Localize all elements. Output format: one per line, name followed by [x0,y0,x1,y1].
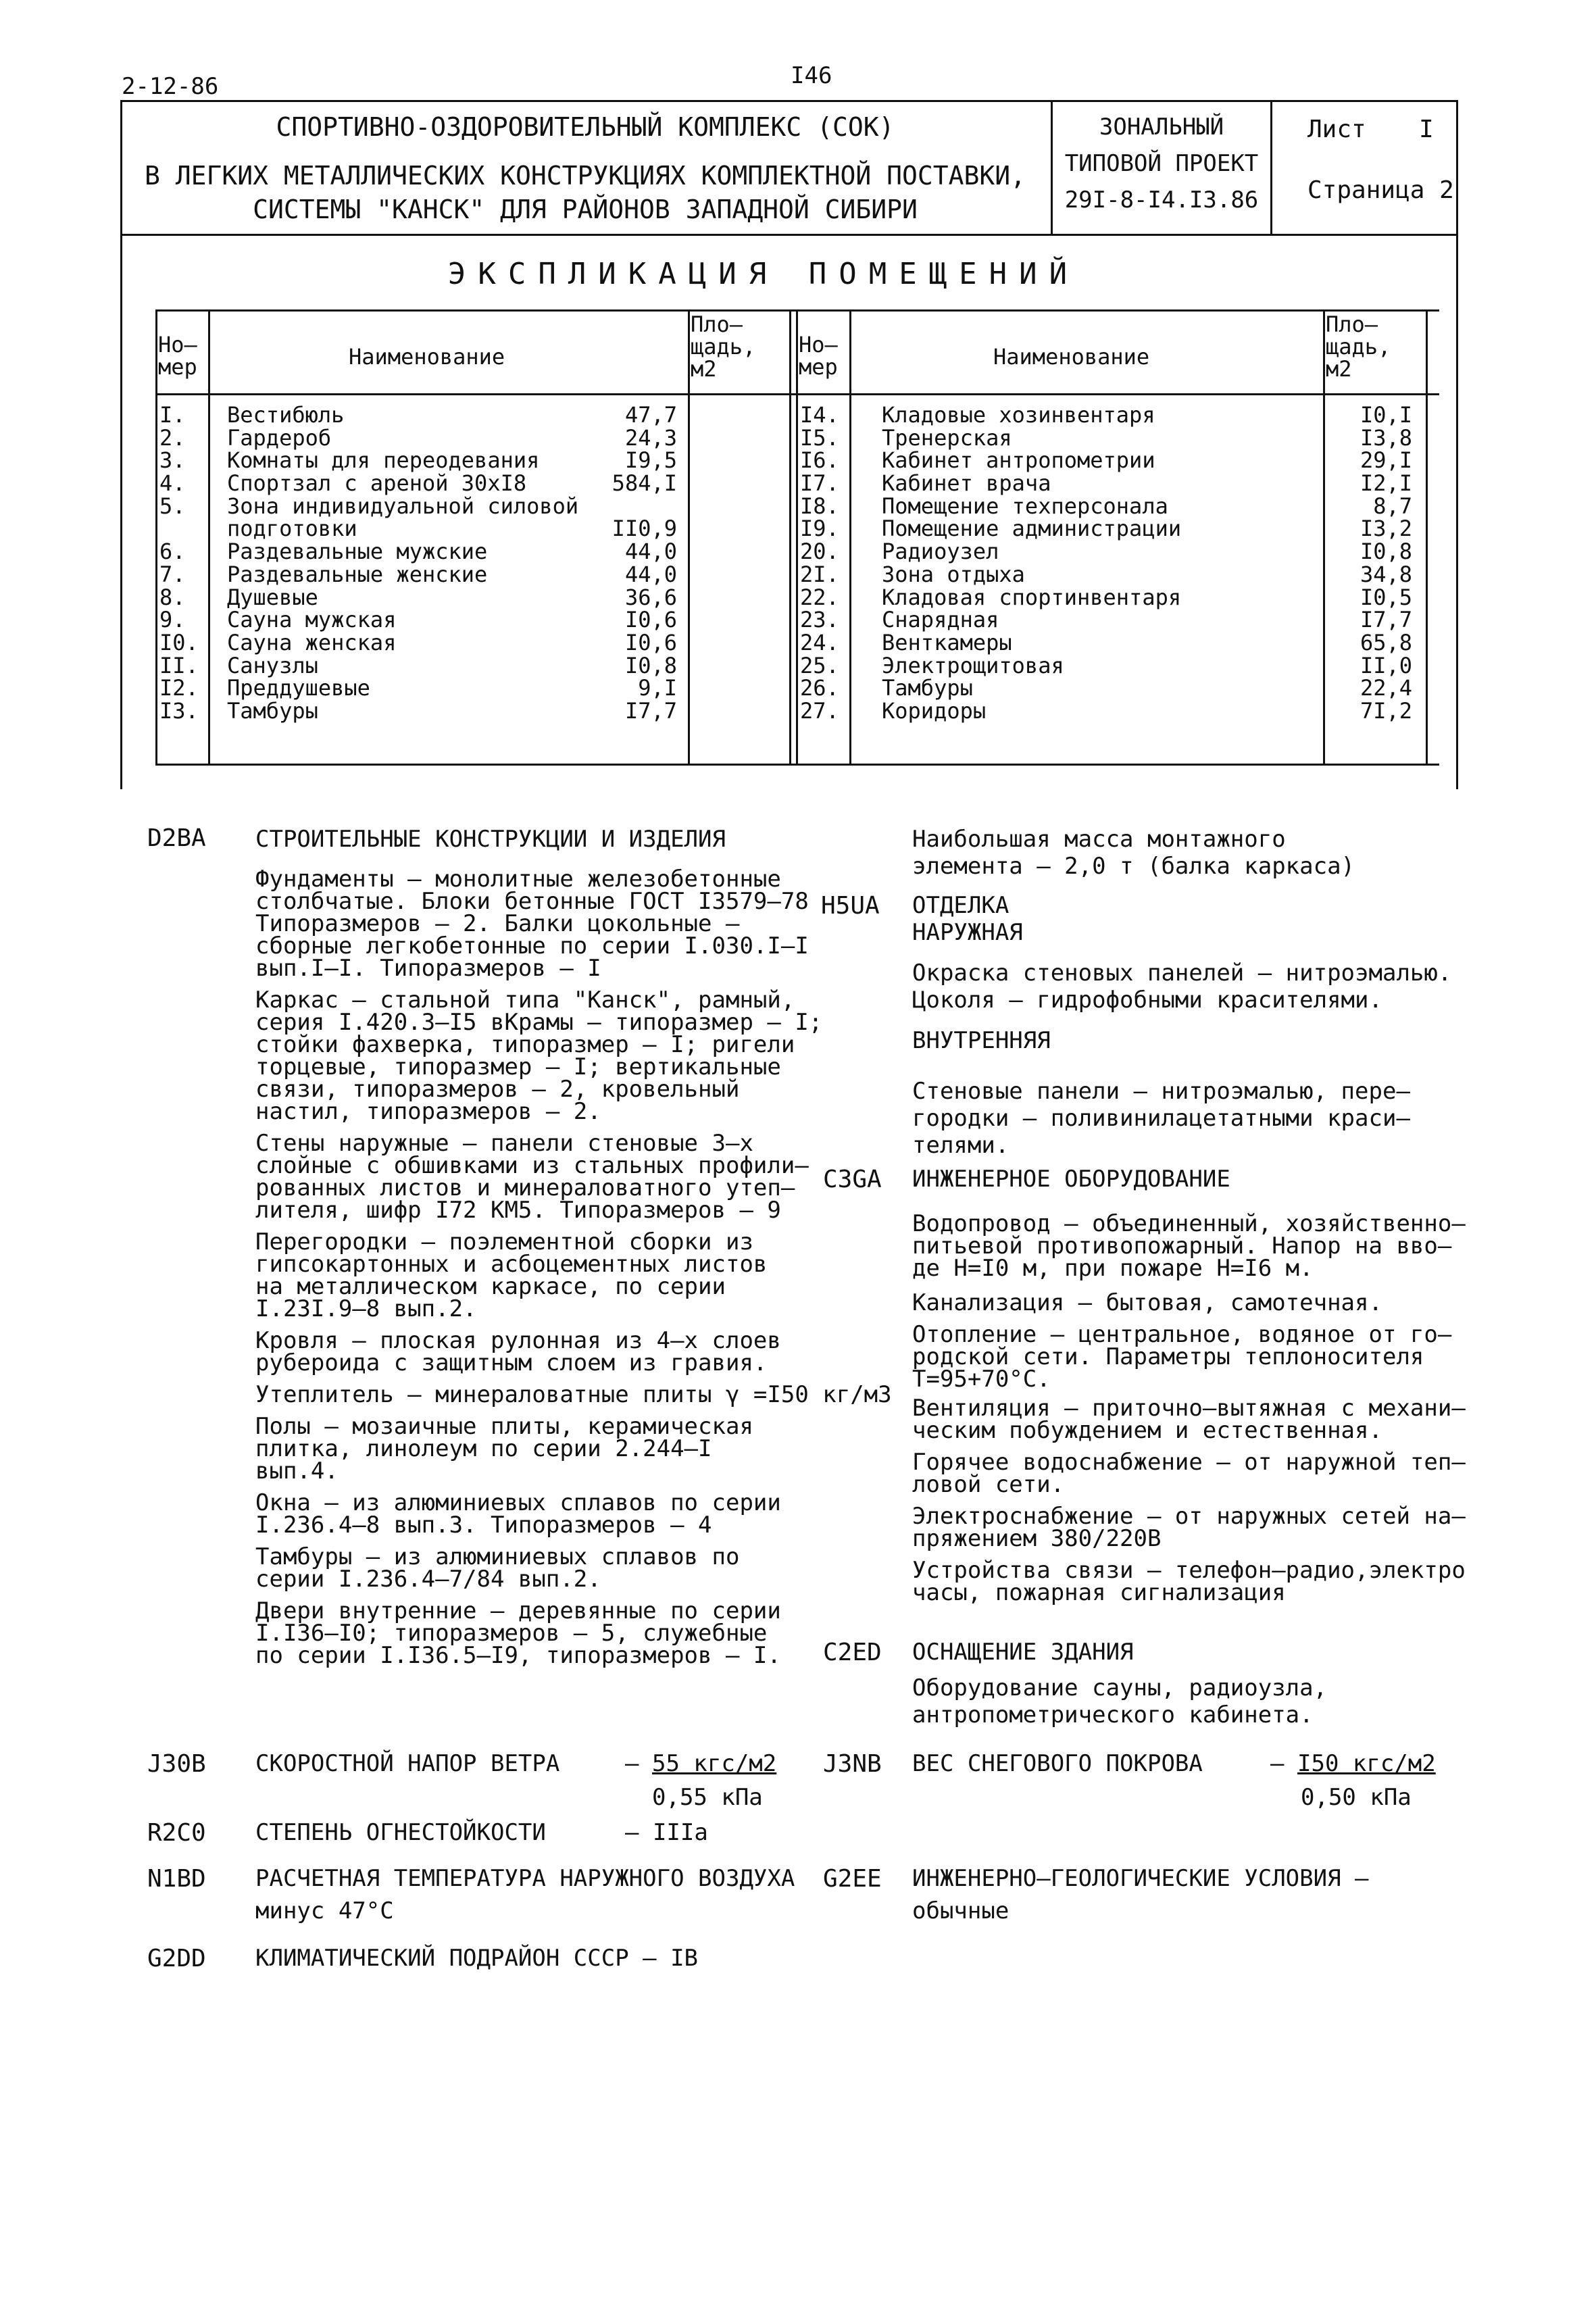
spec-paragraph [912,1449,1466,1498]
room-number: I6. [800,447,839,474]
project-line: ТИПОВОЙ ПРОЕКТ [1064,150,1259,177]
spec-paragraph [255,1597,864,1669]
spec-line: Стены наружные – панели стеновые 3–х [255,1130,753,1157]
climate-subregion: КЛИМАТИЧЕСКИЙ ПОДРАЙОН СССР – IВ [255,1945,699,1972]
room-row [157,652,682,678]
room-number: 27. [800,697,839,724]
room-row [797,652,1420,678]
spec-line: торцевые, типоразмер – I; вертикальные [255,1053,781,1080]
room-area: 22,4 [1360,675,1412,701]
spec-line: Т=95+70°С. [912,1366,1051,1393]
spec-line: лителя, шифр I72 КМ5. Типоразмеров – 9 [255,1197,781,1224]
room-row [797,584,1420,610]
object-title-line: СИСТЕМЫ "КАНСК" ДЛЯ РАЙОНОВ ЗАПАДНОЙ СИБИРИ [253,195,918,224]
room-area: I0,5 [1360,584,1412,610]
room-area: I9,5 [624,447,677,474]
room-name: Комнаты для переодевания [227,447,540,474]
room-name: подготовки [227,516,357,542]
spec-line: I.236.4–8 вып.3. Типоразмеров – 4 [255,1512,712,1539]
spec-line: Типоразмеров – 2. Балки цокольные – [255,910,740,937]
room-name: Помещение техперсонала [882,493,1168,519]
room-row [157,472,682,495]
room-area: I0,I [1360,402,1412,428]
fire-resistance-value: – IIIа [625,1819,708,1846]
room-name: Кабинет врача [882,470,1051,497]
room-area: II,0 [1360,652,1412,678]
room-row [157,495,682,518]
room-row [797,561,1420,587]
table-line [1426,309,1428,766]
engineering-paragraphs [912,1210,1466,1614]
spec-paragraph [255,1132,864,1222]
spec-paragraph [255,1228,864,1322]
outdoor-temperature-label: РАСЧЕТНАЯ ТЕМПЕРАТУРА НАРУЖНОГО ВОЗДУХА [255,1865,795,1892]
fire-resistance-label: СТЕПЕНЬ ОГНЕСТОЙКОСТИ [255,1819,546,1846]
room-number: I5. [800,424,839,451]
room-row [797,449,1420,472]
room-name: Коридоры [882,697,987,724]
room-area: I0,6 [624,629,677,655]
room-name: Кладовая спортинвентаря [882,584,1182,610]
spec-paragraph [255,1327,864,1376]
room-number: 6. [159,539,186,565]
room-name: Кладовые хозинвентаря [882,402,1155,428]
outer-finish-text: Окраска стеновых панелей – нитроэмалью. Цоколя – гидрофобными красителями. [912,960,1452,1014]
spec-line: де Н=I0 м, при пожаре Н=I6 м. [912,1255,1314,1282]
spec-line: Горячее водоснабжение – от наружной теп– [912,1449,1466,1476]
spec-paragraph [255,1413,864,1485]
room-row [797,472,1420,495]
room-name: Спортзал с ареной 30хI8 [227,470,527,497]
spec-line: серия I.420.3–I5 вКрамы – типоразмер – I; [255,1009,823,1036]
room-name: Сауна женская [227,629,397,655]
spec-line: столбчатые. Блоки бетонные ГОСТ I3579–78 [255,888,809,915]
title-divider-1 [1051,100,1053,235]
document-date: 2-12-86 [122,73,219,100]
section-title-finish: ОТДЕЛКА НАРУЖНАЯ [912,892,1023,946]
equipment-text: Оборудование сауны, радиоузла, антропометрического кабинета. [912,1674,1328,1728]
snow-load-value: I50 кгс/м2 [1297,1750,1436,1777]
room-row [797,697,1420,724]
spec-line: Вентиляция – приточно–вытяжная с механи– [912,1395,1466,1422]
room-number: 2. [159,424,186,451]
spec-line: Канализация – бытовая, самотечная. [912,1289,1382,1316]
room-number: I2. [159,675,199,701]
room-name: Радиоузел [882,539,999,565]
room-area: I7,7 [624,697,677,724]
project-line: ЗОНАЛЬНЫЙ [1099,114,1224,141]
spec-line: Каркас – стальной типа "Канск", рамный, [255,987,795,1014]
room-number: 8. [159,584,186,610]
code-c3ga: C3GA [823,1166,882,1193]
geology-label: ИНЖЕНЕРНО–ГЕОЛОГИЧЕСКИЕ УСЛОВИЯ – [912,1865,1369,1892]
code-g2ee: G2EE [823,1865,882,1893]
room-name: Раздевальные женские [227,561,488,587]
room-row [797,518,1420,541]
room-area: I0,6 [624,607,677,633]
room-number: 5. [159,493,186,519]
room-area: 34,8 [1360,561,1412,587]
spec-line: ческим побуждением и естественная. [912,1417,1382,1444]
room-number: I4. [800,402,839,428]
room-area: 7I,2 [1360,697,1412,724]
sheet-value: I [1419,116,1434,143]
room-area: 8,7 [1373,493,1412,519]
spec-paragraph [255,868,864,980]
room-number: 4. [159,470,186,497]
project-code: 29I-8-I4.I3.86 [1064,186,1259,214]
room-number: 9. [159,607,186,633]
max-mass-note: Наибольшая масса монтажного элемента – 2,0 т (балка каркаса) [912,826,1355,880]
room-row [157,561,682,587]
spec-line: стойки фахверка, типоразмер – I; ригели [255,1031,795,1058]
snow-load-value-kpa: 0,50 кПа [1301,1784,1412,1811]
spec-line: I.23I.9–8 вып.2. [255,1295,477,1322]
spec-line: ловой сети. [912,1471,1065,1498]
title-divider-2 [1270,100,1272,235]
col-number-header: Но– мер [799,332,838,380]
spec-line: Фундаменты – монолитные железобетонные [255,866,781,893]
room-name: Санузлы [227,652,318,678]
room-area: 44,0 [624,561,677,587]
spec-line: Утеплитель – минераловатные плиты γ =I50 кг/м3 [255,1381,892,1408]
room-name: Электрощитовая [882,652,1064,678]
room-row [157,609,682,632]
project-block [1054,111,1269,216]
room-area: 9,I [638,675,677,701]
snow-load-label: ВЕС СНЕГОВОГО ПОКРОВА [912,1750,1203,1777]
room-number: 7. [159,561,186,587]
code-r2c0: R2C0 [147,1819,206,1847]
room-area: 44,0 [624,539,677,565]
code-d2ba: D2BA [147,824,206,852]
section-title-equipment: ОСНАЩЕНИЕ ЗДАНИЯ [912,1639,1134,1666]
room-area: 65,8 [1360,629,1412,655]
room-area: 584,I [612,470,677,497]
spec-paragraph [255,1489,864,1539]
room-row [157,518,682,541]
room-area: 24,3 [624,424,677,451]
code-h5ua: H5UA [821,892,880,920]
spec-paragraph [912,1557,1466,1606]
spec-paragraph [912,1289,1453,1316]
spec-line: Перегородки – поэлементной сборки из [255,1228,753,1255]
room-area: 47,7 [624,402,677,428]
snow-load-dash: – [1270,1750,1285,1777]
title-block-top-border [120,100,1458,102]
room-area: I3,2 [1360,516,1412,542]
room-number: I7. [800,470,839,497]
inner-finish-title: ВНУТРЕННЯЯ [912,1027,1051,1054]
room-name: Преддушевые [227,675,370,701]
spec-line: рованных листов и минераловатного утеп– [255,1174,795,1201]
explication-title: ЭКСПЛИКАЦИЯ ПОМЕЩЕНИЙ [447,257,1080,291]
spec-line: на металлическом каркасе, по серии [255,1273,726,1300]
room-list-right [797,404,1420,723]
room-area: 29,I [1360,447,1412,474]
spec-line: Полы – мозаичные плиты, керамическая [255,1413,753,1440]
room-name: Вестибюль [227,402,345,428]
spec-line: Отопление – центральное, водяное от го– [912,1321,1452,1348]
spec-line: Тамбуры – из алюминиевых сплавов по [255,1543,740,1570]
room-row [797,677,1420,700]
room-number: 2I. [800,561,839,587]
spec-line: Устройства связи – телефон–радио,электро [912,1557,1466,1584]
spec-line: часы, пожарная сигнализация [912,1579,1286,1606]
spec-line: питьевой противопожарный. Напор на вво– [912,1233,1452,1260]
inner-finish-text: Стеновые панели – нитроэмалью, пере– городки – поливинилацетатными краси– телями. [912,1078,1410,1159]
room-area: I0,8 [1360,539,1412,565]
room-number: I8. [800,493,839,519]
col-name-header: Наименование [349,344,505,370]
spec-paragraph [912,1321,1453,1393]
object-title-line: СПОРТИВНО-ОЗДОРОВИТЕЛЬНЫЙ КОМПЛЕКС (СОК) [276,112,895,142]
room-row [797,404,1420,427]
room-row [797,541,1420,564]
room-name: Снарядная [882,607,999,633]
spec-line: рубероида с защитным слоем из гравия. [255,1349,768,1376]
code-n1bd: N1BD [147,1865,206,1893]
room-name: Зона индивидуальной силовой [227,493,579,519]
room-number: I. [159,402,186,428]
spec-line: плитка, линолеум по серии 2.244–I [255,1435,712,1462]
table-line [688,309,690,766]
code-c2ed: C2ED [823,1639,882,1666]
room-name: Душевые [227,584,318,610]
section-title-engineering: ИНЖЕНЕРНОЕ ОБОРУДОВАНИЕ [912,1166,1230,1193]
geology-value: обычные [912,1897,1009,1924]
spec-line: гипсокартонных и асбоцементных листов [255,1251,768,1278]
wind-pressure-label: СКОРОСТНОЙ НАПОР ВЕТРА [255,1750,560,1777]
room-row [797,609,1420,632]
title-block-bottom-border [120,234,1458,236]
room-number: 22. [800,584,839,610]
col-area-header: Пло– щадь, м2 [1326,312,1391,382]
spec-line: связи, типоразмеров – 2, кровельный [255,1076,740,1103]
spec-line: сборные легкобетонные по серии I.030.I–I [255,932,809,960]
sheet-label: Лист [1307,116,1366,143]
spec-line: Электроснабжение – от наружных сетей на– [912,1503,1466,1530]
room-number: I3. [159,697,199,724]
room-number: 20. [800,539,839,565]
room-area: II0,9 [612,516,677,542]
room-name: Сауна мужская [227,607,397,633]
room-number: I0. [159,629,199,655]
frame-right-border [1456,100,1458,789]
room-area: I7,7 [1360,607,1412,633]
room-name: Тренерская [882,424,1012,451]
room-name: Кабинет антропометрии [882,447,1155,474]
spec-line: серии I.236.4–7/84 вып.2. [255,1566,601,1593]
room-number: I9. [800,516,839,542]
wind-pressure-value: 55 кгс/м2 [652,1750,777,1777]
room-area: I0,8 [624,652,677,678]
spec-line: Двери внутренние – деревянные по серии [255,1597,781,1624]
room-name: Помещение администрации [882,516,1182,542]
room-row [157,449,682,472]
room-area: I3,8 [1360,424,1412,451]
code-j3nb: J3NB [823,1750,882,1778]
spec-line: пряжением 380/220В [912,1525,1162,1552]
room-area: I2,I [1360,470,1412,497]
spec-paragraph [912,1503,1466,1552]
room-row [157,677,682,700]
room-number: 26. [800,675,839,701]
spec-paragraph [255,1381,892,1408]
section-title-construction: СТРОИТЕЛЬНЫЕ КОНСТРУКЦИИ И ИЗДЕЛИЯ [255,826,726,853]
room-row [797,629,1420,655]
room-number: II. [159,652,199,678]
spec-line: вып.4. [255,1458,339,1485]
spec-line: по серии I.I36.5–I9, типоразмеров – I. [255,1642,781,1669]
room-name: Зона отдыха [882,561,1025,587]
spec-line: Кровля – плоская рулонная из 4–х слоев [255,1327,781,1354]
room-row [157,541,682,564]
room-name: Венткамеры [882,629,1012,655]
room-name: Тамбуры [882,675,973,701]
col-area-header: Пло– щадь, м2 [691,312,756,382]
page-label: Страница 2 [1307,176,1454,204]
room-name: Тамбуры [227,697,318,724]
wind-pressure-value-kpa: 0,55 кПа [652,1784,763,1811]
code-g2dd: G2DD [147,1945,206,1972]
spec-paragraph [912,1395,1466,1444]
spec-line: настил, типоразмеров – 2. [255,1098,601,1125]
room-row [157,424,682,451]
construction-paragraphs [255,866,892,1676]
room-number: 3. [159,447,186,474]
object-title-line: В ЛЕГКИХ МЕТАЛЛИЧЕСКИХ КОНСТРУКЦИЯХ КОМПЛЕКТНОЙ ПОСТАВКИ, [144,161,1026,191]
code-j30b: J30B [147,1750,206,1778]
spec-line: Окна – из алюминиевых сплавов по серии [255,1489,781,1516]
table-line [789,309,791,766]
page-number: I46 [791,62,832,89]
room-name: Раздевальные мужские [227,539,488,565]
spec-line: вып.I–I. Типоразмеров – I [255,955,601,982]
spec-line: слойные с обшивками из стальных профили– [255,1152,809,1179]
room-row [157,404,682,427]
room-row [157,629,682,655]
room-number: 24. [800,629,839,655]
outdoor-temperature-value: минус 47°С [255,1897,394,1924]
spec-line: родской сети. Параметры теплоносителя [912,1343,1424,1370]
col-number-header: Но– мер [158,332,197,380]
spec-line: I.I36–I0; типоразмеров – 5, служебные [255,1620,768,1647]
room-row [157,584,682,610]
room-row [797,424,1420,451]
col-name-header: Наименование [993,344,1150,370]
room-name: Гардероб [227,424,332,451]
spec-paragraph [255,989,864,1123]
wind-pressure-dash: – [625,1750,639,1777]
room-row [797,495,1420,518]
room-row [157,697,682,724]
spec-paragraph [255,1543,864,1593]
room-area: 36,6 [624,584,677,610]
room-number: 23. [800,607,839,633]
spec-paragraph [912,1210,1466,1282]
room-list-left [157,404,682,723]
room-number: 25. [800,652,839,678]
object-title [122,111,1049,225]
spec-line: Водопровод – объединенный, хозяйственно– [912,1210,1466,1237]
